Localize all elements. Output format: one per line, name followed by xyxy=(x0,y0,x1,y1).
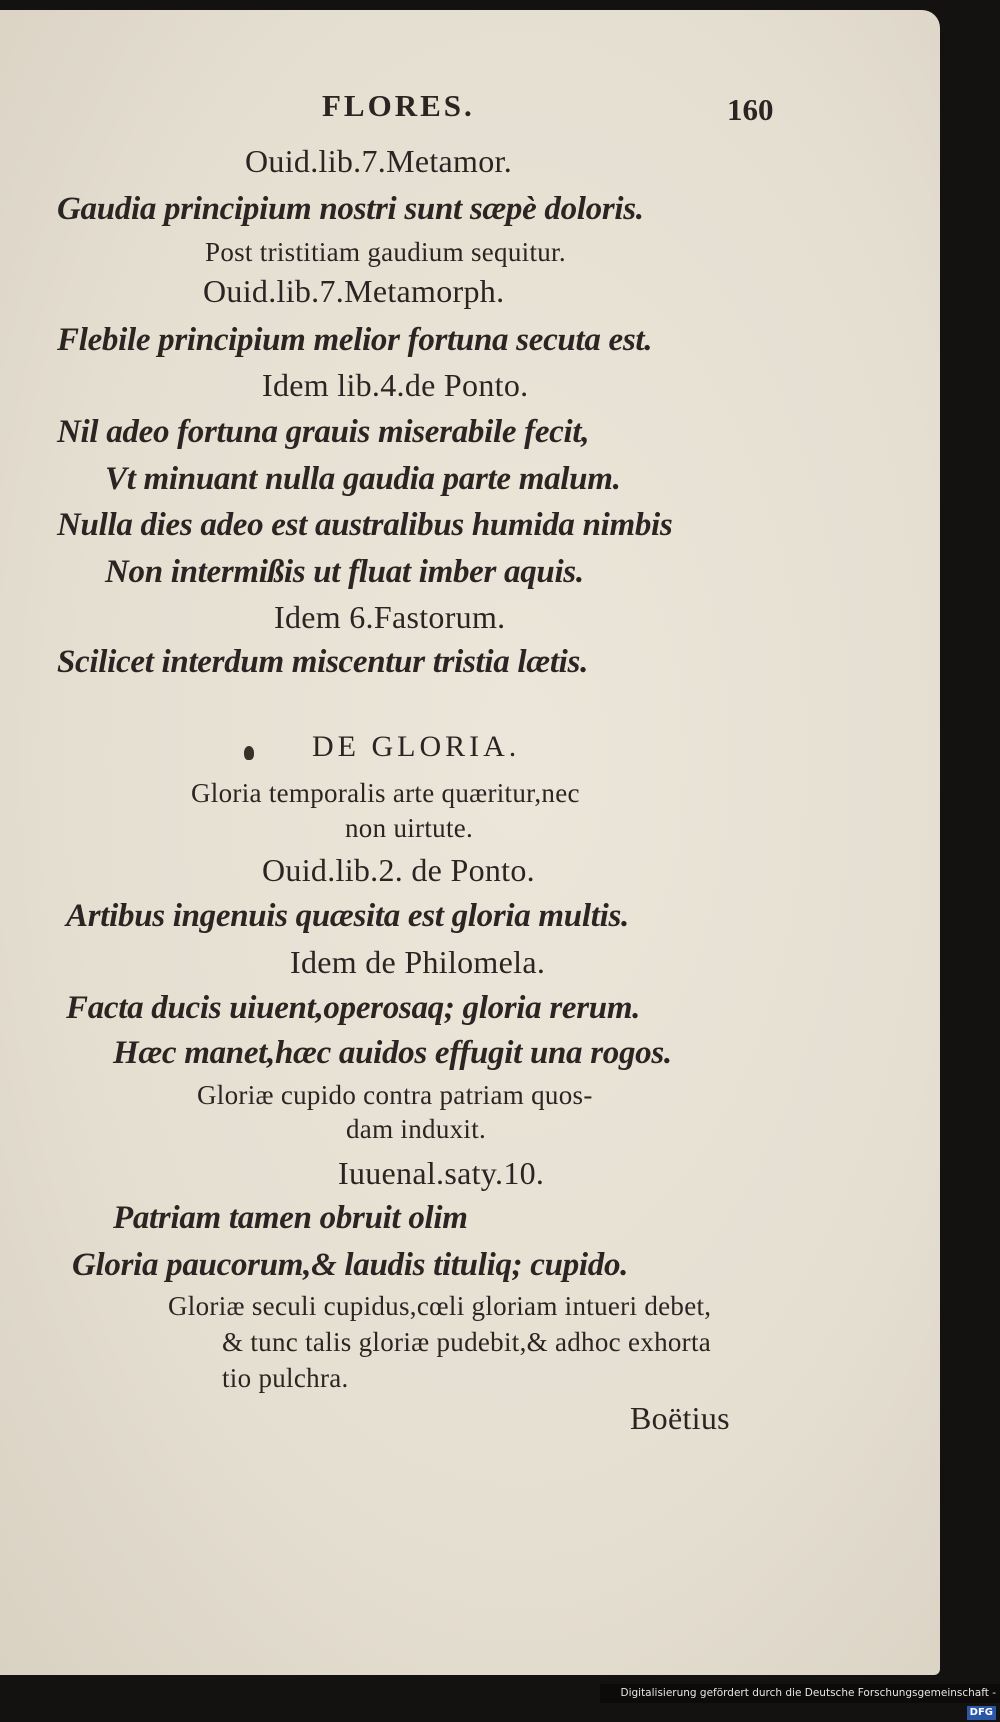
prose-line: & tunc talis gloriæ pudebit,& adhoc exhorta xyxy=(222,1327,712,1357)
prose-line: Gloriæ cupido contra patriam quos- xyxy=(197,1080,593,1110)
verse-line: Gloria paucorum,& laudis tituliq; cupido. xyxy=(72,1247,629,1283)
running-header: FLORES. xyxy=(322,88,475,123)
book-page xyxy=(0,10,940,1675)
verse-line: Scilicet interdum miscentur tristia lætis. xyxy=(57,644,589,680)
source-citation: Ouid.lib.7.Metamor. xyxy=(245,143,513,179)
prose-line: Gloria temporalis arte quæritur,nec xyxy=(191,778,580,808)
verse-line: Patriam tamen obruit olim xyxy=(113,1200,468,1236)
digitization-credit xyxy=(600,1684,1000,1718)
verse-line: Flebile principium melior fortuna secuta est. xyxy=(57,322,653,358)
source-citation: Ouid.lib.7.Metamorph. xyxy=(203,273,505,309)
source-citation: Iuuenal.saty.10. xyxy=(338,1155,545,1191)
prose-line: tio pulchra. xyxy=(222,1363,349,1393)
catchword: Boëtius xyxy=(630,1400,730,1436)
verse-line: Nil adeo fortuna grauis miserabile fecit, xyxy=(57,414,590,450)
credit-text: Digitalisierung gefördert durch die Deutsche Forschungsgemeinschaft - xyxy=(620,1687,996,1699)
source-citation: Idem de Philomela. xyxy=(290,944,546,980)
verse-line: Vt minuant nulla gaudia parte malum. xyxy=(105,461,621,497)
ink-mark xyxy=(244,746,254,760)
verse-line: Hæc manet,hæc auidos effugit una rogos. xyxy=(113,1035,672,1071)
verse-line: Facta ducis uiuent,operosaq; gloria rerum. xyxy=(66,990,641,1026)
prose-line: dam induxit. xyxy=(346,1114,487,1144)
verse-line: Non intermißis ut fluat imber aquis. xyxy=(105,554,584,590)
source-citation: Idem 6.Fastorum. xyxy=(274,599,506,635)
page-number: 160 xyxy=(727,92,774,127)
source-citation: Ouid.lib.2. de Ponto. xyxy=(262,852,535,888)
prose-line: non uirtute. xyxy=(345,813,474,843)
section-heading: DE GLORIA. xyxy=(312,730,521,763)
dfg-logo: DFG xyxy=(967,1706,996,1720)
verse-line: Nulla dies adeo est australibus humida nimbis xyxy=(57,507,673,543)
verse-line: Artibus ingenuis quæsita est gloria multis. xyxy=(66,898,629,934)
prose-line: Post tristitiam gaudium sequitur. xyxy=(205,237,566,267)
source-citation: Idem lib.4.de Ponto. xyxy=(262,367,529,403)
verse-line: Gaudia principium nostri sunt sæpè doloris. xyxy=(57,191,644,227)
prose-line: Gloriæ seculi cupidus,cœli gloriam intueri debet, xyxy=(168,1291,712,1321)
